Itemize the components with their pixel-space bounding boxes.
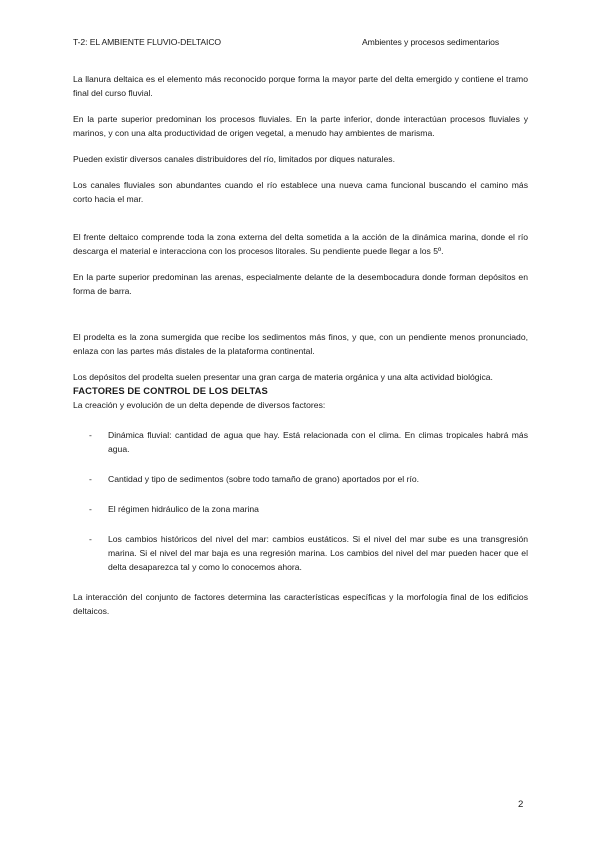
list-item <box>73 502 528 516</box>
paragraph-prodelta: El prodelta es la zona sumergida que recibe los sedimentos más finos, y que, con un pendiente menos pronunciado, enlaza con las partes más distales de la plataforma continental. <box>73 332 528 356</box>
list-item <box>73 472 528 486</box>
page-number: 2 <box>518 799 524 810</box>
list-item <box>73 428 528 456</box>
factors-intro: La creación y evolución de un delta depende de diversos factores: <box>73 400 326 410</box>
list-bullet: - <box>89 430 92 440</box>
paragraph-canales-fluviales: Los canales fluviales son abundantes cuando el río establece una nueva cama funcional buscando el camino más corto hacia el mar. <box>73 180 528 204</box>
list-item-text: Los cambios históricos del nivel del mar: cambios eustáticos. Si el nivel del mar sube es una transgresión marina. Si el nivel del mar baja es una regresión marina. Los cambios del nivel del mar pueden hacer que el delta desaparezca tal y como lo conocemos ahora. <box>108 534 528 572</box>
list-item-text: El régimen hidráulico de la zona marina <box>108 504 259 514</box>
list-bullet: - <box>89 504 92 514</box>
factors-list <box>73 428 528 574</box>
list-item-text: Cantidad y tipo de sedimentos (sobre todo tamaño de grano) aportados por el río. <box>108 474 419 484</box>
page-body <box>73 72 528 618</box>
paragraph-llanura-deltaica: La llanura deltaica es el elemento más reconocido porque forma la mayor parte del delta emergido y contiene el tramo final del curso fluvial. <box>73 74 528 98</box>
header-subject-title: Ambientes y procesos sedimentarios <box>362 37 500 47</box>
paragraph-depositos-prodelta: Los depósitos del prodelta suelen presentar una gran carga de materia orgánica y una alta actividad biológica. <box>73 372 493 382</box>
paragraph-canales-distribuidores: Pueden existir diversos canales distribuidores del río, limitados por diques naturales. <box>73 154 395 164</box>
page-header <box>73 37 527 51</box>
factors-conclusion: La interacción del conjunto de factores determina las características específicas y la morfología final de los edificios deltaicos. <box>73 592 528 616</box>
list-item <box>73 532 528 574</box>
list-bullet: - <box>89 534 92 544</box>
list-item-text: Dinámica fluvial: cantidad de agua que hay. Está relacionada con el clima. En climas tropicales habrá más agua. <box>108 430 528 454</box>
paragraph-parte-superior-fluvial: En la parte superior predominan los procesos fluviales. En la parte inferior, donde interactúan procesos fluviales y marinos, y con una alta productividad de origen vegetal, a menudo hay ambientes de marisma. <box>73 114 528 138</box>
list-bullet: - <box>89 474 92 484</box>
section-title-factores: FACTORES DE CONTROL DE LOS DELTAS <box>73 385 268 396</box>
header-chapter-title: T-2: EL AMBIENTE FLUVIO-DELTAICO <box>73 37 222 47</box>
paragraph-arenas-barra: En la parte superior predominan las arenas, especialmente delante de la desembocadura donde forman depósitos en forma de barra. <box>73 272 528 296</box>
paragraph-frente-deltaico: El frente deltaico comprende toda la zona externa del delta sometida a la acción de la dinámica marina, donde el río descarga el material e interacciona con los procesos litorales. Su pendiente puede llegar a los 5º. <box>73 232 528 256</box>
